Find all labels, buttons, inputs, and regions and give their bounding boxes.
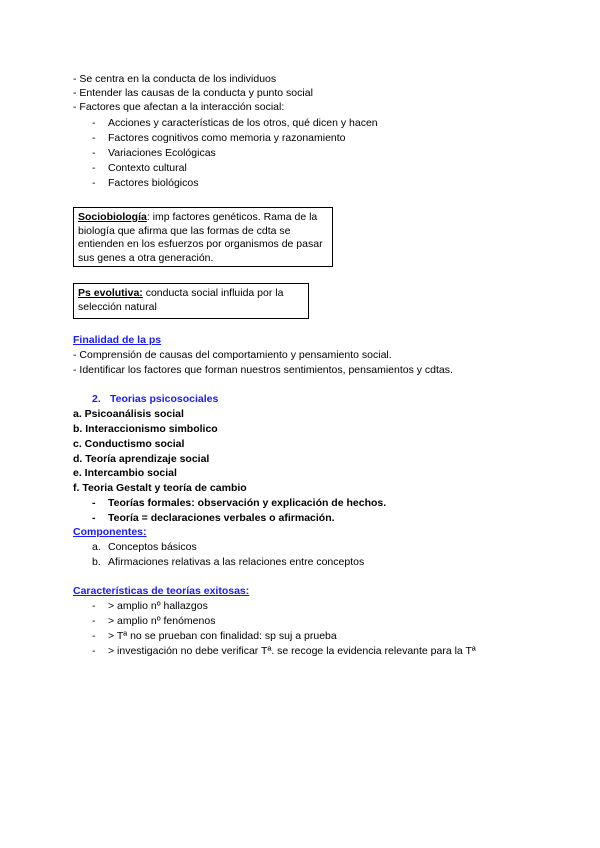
componentes-heading[interactable]: Componentes: <box>73 526 147 538</box>
caracteristicas-item: - > Tª no se prueban con finalidad: sp suj a prueba <box>92 630 337 642</box>
caracteristicas-item: - > amplio nº fenómenos <box>92 615 216 627</box>
ps-evolutiva-term: Ps evolutiva: <box>78 287 143 299</box>
intro-line: - Factores que afectan a la interacción social: <box>73 101 285 113</box>
finalidad-heading[interactable]: Finalidad de la ps <box>73 334 162 346</box>
ps-evolutiva-text: conducta social influida por la selección natural <box>78 287 284 313</box>
theory-note: - Teorías formales: observación y explicación de hechos. <box>92 497 387 509</box>
caracteristicas-item: - > investigación no debe verificar Tª. se recoge la evidencia relevante para la Tª <box>92 645 476 657</box>
intro-line: - Se centra en la conducta de los individuos <box>73 73 277 85</box>
componentes-item: b. Afirmaciones relativas a las relaciones entre conceptos <box>92 556 365 568</box>
theory-item: a. Psicoanálisis social <box>73 408 184 420</box>
section-heading: 2. Teorias psicosociales <box>92 393 219 405</box>
theory-item: b. Interaccionismo simbolico <box>73 423 218 435</box>
list-item: - Variaciones Ecológicas <box>92 147 216 159</box>
list-item: - Factores biológicos <box>92 177 199 189</box>
list-item: - Acciones y características de los otros, qué dicen y hacen <box>92 117 378 129</box>
caracteristicas-item: - > amplio nº hallazgos <box>92 600 208 612</box>
list-item: - Contexto cultural <box>92 162 187 174</box>
list-item: - Factores cognitivos como memoria y razonamiento <box>92 132 346 144</box>
finalidad-item: - Comprensión de causas del comportamiento y pensamiento social. <box>73 349 392 361</box>
theory-item: f. Teoria Gestalt y teoría de cambio <box>73 482 247 494</box>
sociobiologia-term: Sociobiología <box>78 211 147 223</box>
theory-item: d. Teoría aprendizaje social <box>73 453 210 465</box>
caracteristicas-heading[interactable]: Características de teorías exitosas: <box>73 585 250 597</box>
ps-evolutiva-box <box>73 283 309 319</box>
sociobiologia-box <box>73 207 333 267</box>
theory-note: - Teoría = declaraciones verbales o afirmación. <box>92 512 335 524</box>
sociobiologia-text: : imp factores genéticos. Rama de la biología que afirma que las formas de cdta se entienden en los esfuerzos por organismos de pasar sus genes a otra generación. <box>78 211 323 264</box>
theory-item: c. Conductismo social <box>73 438 185 450</box>
theory-item: e. Intercambio social <box>73 467 177 479</box>
componentes-item: a. Conceptos básicos <box>92 541 197 553</box>
finalidad-item: - Identificar los factores que forman nuestros sentimientos, pensamientos y cdtas. <box>73 364 453 376</box>
intro-line: - Entender las causas de la conducta y punto social <box>73 87 313 99</box>
